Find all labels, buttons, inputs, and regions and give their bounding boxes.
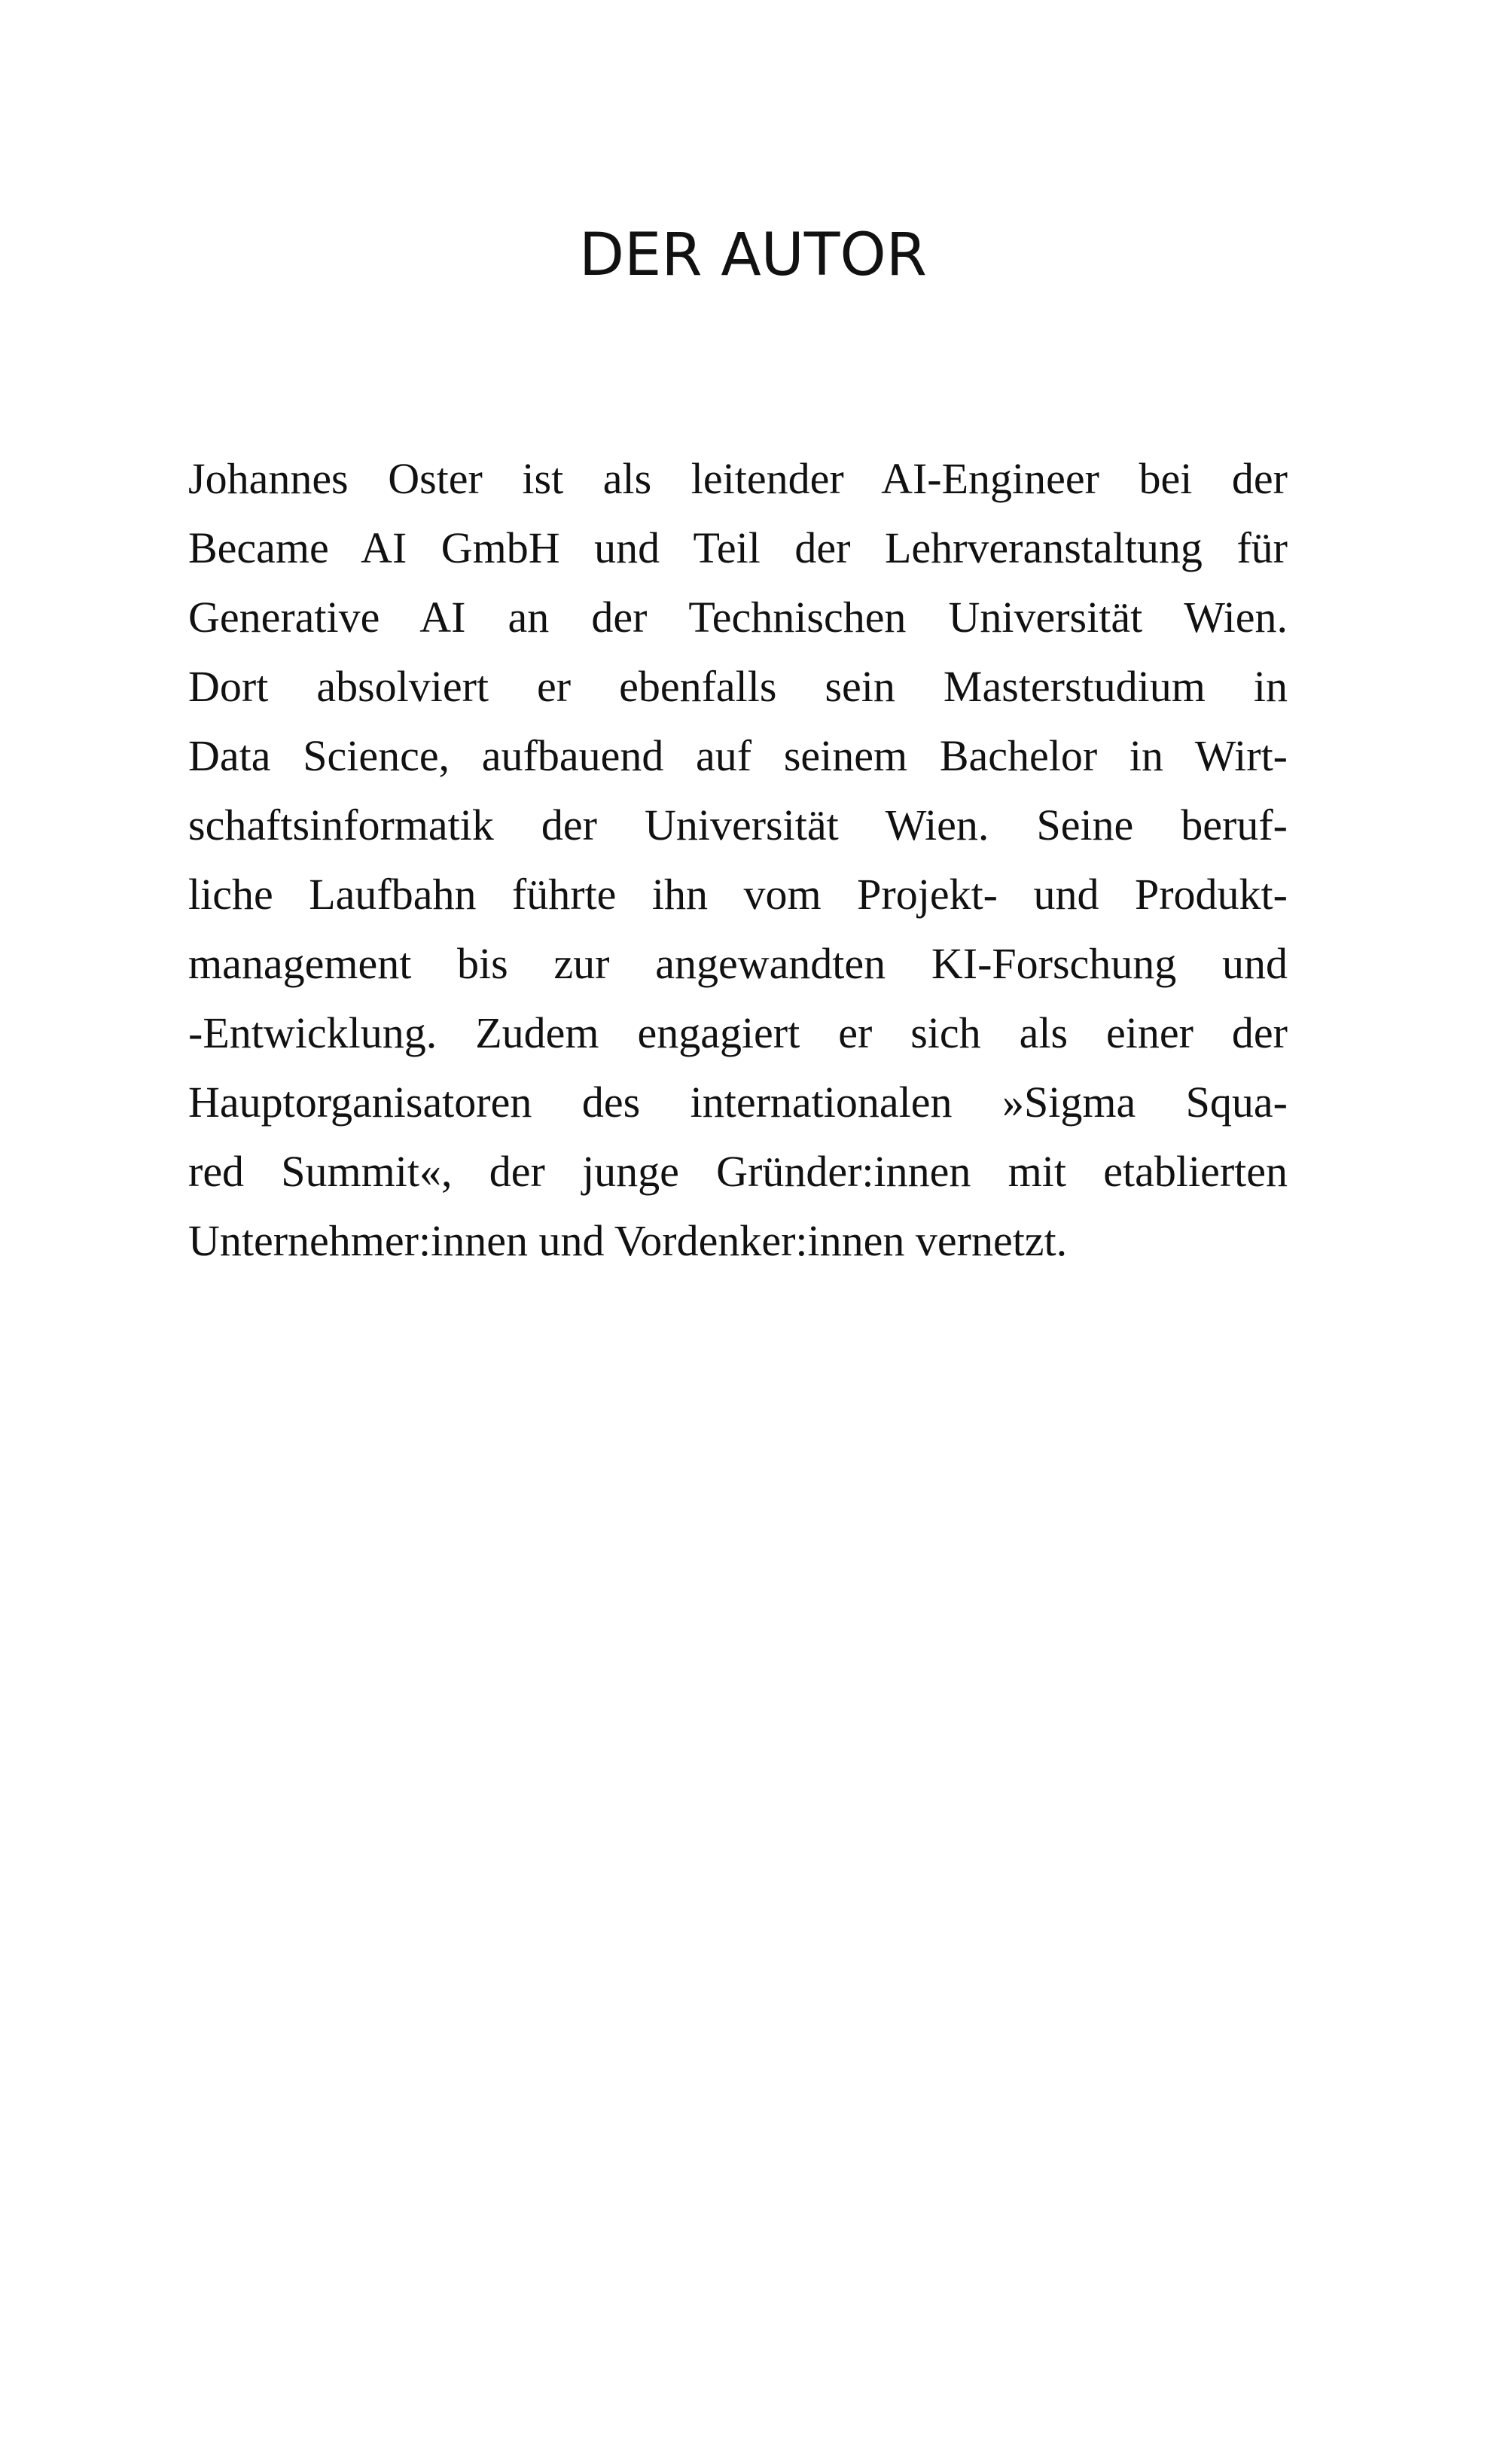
bio-line: management bis zur angewandten KI-Forschung und bbox=[188, 939, 1288, 988]
bio-line: schaftsinformatik der Universität Wien. Seine beruf- bbox=[188, 800, 1288, 849]
author-bio bbox=[188, 444, 1288, 1276]
bio-line: -Entwicklung. Zudem engagiert er sich als einer der bbox=[188, 1008, 1288, 1057]
bio-line: red Summit«, der junge Gründer:innen mit etablierten bbox=[188, 1147, 1288, 1196]
bio-line: Dort absolviert er ebenfalls sein Masterstudium in bbox=[188, 662, 1288, 711]
bio-line: Generative AI an der Technischen Universität Wien. bbox=[188, 593, 1288, 642]
bio-line: Became AI GmbH und Teil der Lehrveranstaltung für bbox=[188, 523, 1288, 572]
bio-line: Johannes Oster ist als leitender AI-Engineer bei der bbox=[188, 454, 1288, 503]
bio-line: liche Laufbahn führte ihn vom Projekt- und Produkt- bbox=[188, 870, 1288, 919]
bio-line: Data Science, aufbauend auf seinem Bachelor in Wirt- bbox=[188, 731, 1288, 780]
bio-line: Unternehmer:innen und Vordenker:innen vernetzt. bbox=[188, 1216, 1068, 1265]
bio-line: Hauptorganisatoren des internationalen »Sigma Squa- bbox=[188, 1078, 1288, 1127]
page-title: DER AUTOR bbox=[578, 221, 928, 289]
